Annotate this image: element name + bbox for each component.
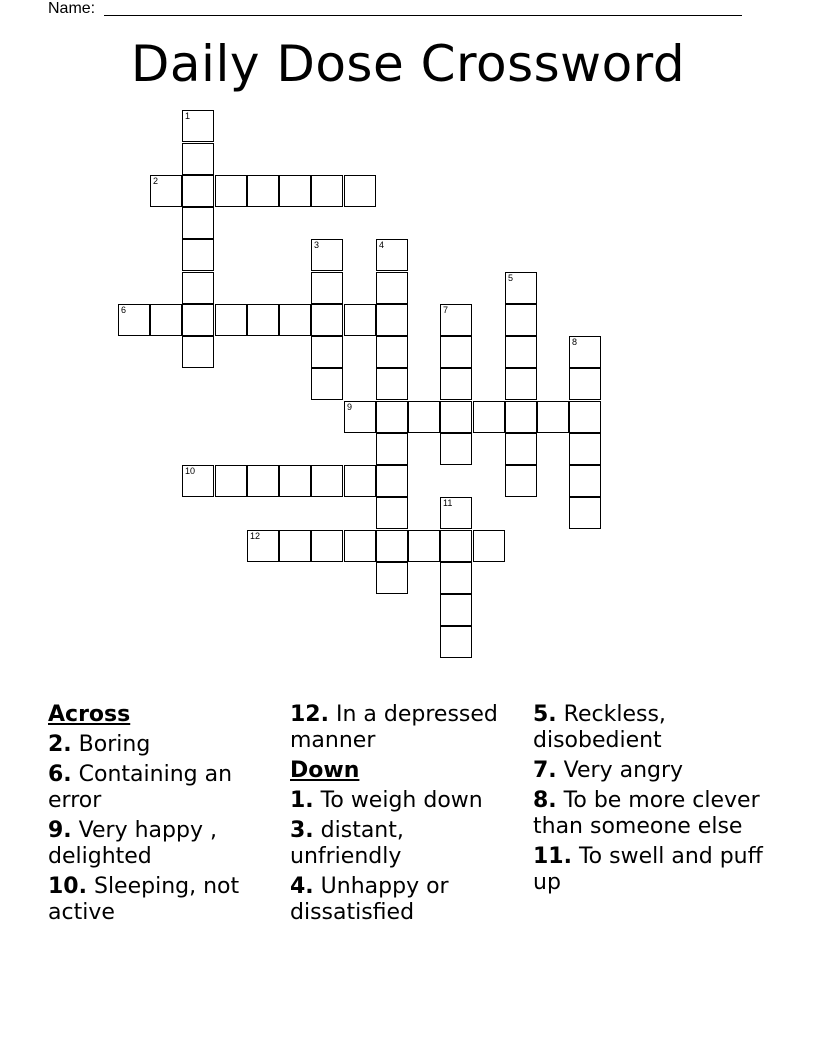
- grid-cell[interactable]: [311, 368, 343, 400]
- grid-cell[interactable]: [247, 530, 279, 562]
- grid-cell[interactable]: [473, 530, 505, 562]
- grid-cell[interactable]: [376, 239, 408, 271]
- grid-cell[interactable]: [215, 175, 247, 207]
- grid-cell[interactable]: [182, 465, 214, 497]
- grid-cell[interactable]: [182, 272, 214, 304]
- clues-column-1: [48, 702, 280, 930]
- grid-cell[interactable]: [505, 368, 537, 400]
- grid-cell[interactable]: [182, 304, 214, 336]
- clue-number-label: 3.: [290, 818, 314, 843]
- grid-cell[interactable]: [311, 530, 343, 562]
- grid-cell[interactable]: [440, 368, 472, 400]
- clue-number-label: 8.: [533, 788, 557, 813]
- grid-cell[interactable]: [505, 304, 537, 336]
- grid-cell[interactable]: [505, 465, 537, 497]
- grid-cell[interactable]: [311, 465, 343, 497]
- clue-text: Boring: [71, 732, 151, 757]
- clue-text: Very happy , delighted: [48, 818, 217, 869]
- grid-cell[interactable]: [215, 304, 247, 336]
- grid-cell[interactable]: [279, 465, 311, 497]
- clue-item: [290, 702, 522, 754]
- grid-cell[interactable]: [215, 465, 247, 497]
- across-heading: Across: [48, 702, 131, 727]
- clue-item: [48, 818, 280, 870]
- clue-text: Unhappy or dissatisfied: [290, 874, 449, 925]
- grid-cell[interactable]: [440, 562, 472, 594]
- clue-number: 6: [121, 305, 127, 315]
- clue-number: 12: [250, 531, 261, 541]
- grid-cell[interactable]: [376, 272, 408, 304]
- clue-text: distant, unfriendly: [290, 818, 404, 869]
- grid-cell[interactable]: [440, 401, 472, 433]
- name-label: Name:: [48, 0, 96, 17]
- grid-cell[interactable]: [182, 207, 214, 239]
- grid-cell[interactable]: [440, 304, 472, 336]
- grid-cell[interactable]: [150, 175, 182, 207]
- grid-cell[interactable]: [182, 239, 214, 271]
- grid-cell[interactable]: [279, 530, 311, 562]
- clue-text: Reckless, disobedient: [533, 702, 666, 753]
- clue-number-label: 11.: [533, 844, 572, 869]
- clue-text: To weigh down: [313, 788, 483, 813]
- clue-number-label: 1.: [290, 788, 314, 813]
- clue-text: Very angry: [556, 758, 684, 783]
- clue-number: 8: [572, 337, 578, 347]
- clue-number: 1: [185, 111, 191, 121]
- grid-cell[interactable]: [569, 465, 601, 497]
- grid-cell[interactable]: [376, 465, 408, 497]
- grid-cell[interactable]: [505, 272, 537, 304]
- grid-cell[interactable]: [344, 304, 376, 336]
- grid-cell[interactable]: [182, 336, 214, 368]
- grid-cell[interactable]: [376, 562, 408, 594]
- clue-number-label: 12.: [290, 702, 329, 727]
- grid-cell[interactable]: [247, 175, 279, 207]
- grid-cell[interactable]: [344, 465, 376, 497]
- grid-cell[interactable]: [408, 530, 440, 562]
- clue-number: 10: [185, 466, 196, 476]
- grid-cell[interactable]: [182, 175, 214, 207]
- grid-cell[interactable]: [505, 401, 537, 433]
- clue-text: Sleeping, not active: [48, 874, 240, 925]
- clues-column-2: [290, 702, 522, 930]
- grid-cell[interactable]: [279, 175, 311, 207]
- grid-cell[interactable]: [440, 530, 472, 562]
- clue-number-label: 4.: [290, 874, 314, 899]
- grid-cell[interactable]: [505, 433, 537, 465]
- grid-cell[interactable]: [311, 272, 343, 304]
- grid-cell[interactable]: [408, 401, 440, 433]
- clue-number: 11: [443, 498, 453, 508]
- grid-cell[interactable]: [344, 401, 376, 433]
- clue-number-label: 10.: [48, 874, 87, 899]
- grid-cell[interactable]: [376, 530, 408, 562]
- grid-cell[interactable]: [440, 594, 472, 626]
- grid-cell[interactable]: [247, 465, 279, 497]
- grid-cell[interactable]: [440, 336, 472, 368]
- grid-cell[interactable]: [311, 239, 343, 271]
- clue-item: [48, 732, 280, 758]
- grid-cell[interactable]: [569, 497, 601, 529]
- grid-cell[interactable]: [344, 530, 376, 562]
- clue-text: To swell and puff up: [533, 844, 763, 895]
- grid-cell[interactable]: [569, 401, 601, 433]
- grid-cell[interactable]: [118, 304, 150, 336]
- grid-cell[interactable]: [376, 401, 408, 433]
- clue-item: [533, 844, 765, 896]
- grid-cell[interactable]: [473, 401, 505, 433]
- clue-item: [48, 762, 280, 814]
- clue-item: [533, 758, 765, 784]
- grid-cell[interactable]: [247, 304, 279, 336]
- grid-cell[interactable]: [182, 110, 214, 142]
- grid-cell[interactable]: [569, 433, 601, 465]
- grid-cell[interactable]: [440, 497, 472, 529]
- down-heading: Down: [290, 758, 360, 783]
- clue-item: [290, 788, 522, 814]
- clues-column-3: [533, 702, 765, 900]
- grid-cell[interactable]: [376, 368, 408, 400]
- clue-number: 3: [314, 240, 320, 250]
- grid-cell[interactable]: [376, 336, 408, 368]
- clue-item: [48, 874, 280, 926]
- grid-cell[interactable]: [311, 304, 343, 336]
- clue-number: 9: [347, 402, 353, 412]
- grid-cell[interactable]: [569, 336, 601, 368]
- clue-item: [533, 702, 765, 754]
- grid-cell[interactable]: [344, 175, 376, 207]
- grid-cell[interactable]: [376, 304, 408, 336]
- clue-number-label: 2.: [48, 732, 72, 757]
- clue-number: 7: [443, 305, 449, 315]
- grid-cell[interactable]: [311, 175, 343, 207]
- grid-cell[interactable]: [376, 433, 408, 465]
- clue-text: Containing an error: [48, 762, 233, 813]
- clue-text: In a depressed manner: [290, 702, 498, 753]
- grid-cell[interactable]: [376, 497, 408, 529]
- clue-number-label: 5.: [533, 702, 557, 727]
- clue-number-label: 9.: [48, 818, 72, 843]
- clue-item: [290, 874, 522, 926]
- grid-cell[interactable]: [440, 626, 472, 658]
- grid-cell[interactable]: [440, 433, 472, 465]
- clue-item: [290, 818, 522, 870]
- puzzle-title: Daily Dose Crossword: [130, 35, 686, 93]
- grid-cell[interactable]: [182, 143, 214, 175]
- grid-cell[interactable]: [569, 368, 601, 400]
- clue-number: 2: [153, 176, 159, 186]
- clue-text: To be more clever than someone else: [533, 788, 760, 839]
- grid-cell[interactable]: [311, 336, 343, 368]
- grid-cell[interactable]: [505, 336, 537, 368]
- clue-number-label: 6.: [48, 762, 72, 787]
- clue-number: 5: [508, 273, 514, 283]
- clue-number-label: 7.: [533, 758, 557, 783]
- clue-item: [533, 788, 765, 840]
- grid-cell[interactable]: [279, 304, 311, 336]
- grid-cell[interactable]: [537, 401, 569, 433]
- clue-number: 4: [379, 240, 385, 250]
- grid-cell[interactable]: [150, 304, 182, 336]
